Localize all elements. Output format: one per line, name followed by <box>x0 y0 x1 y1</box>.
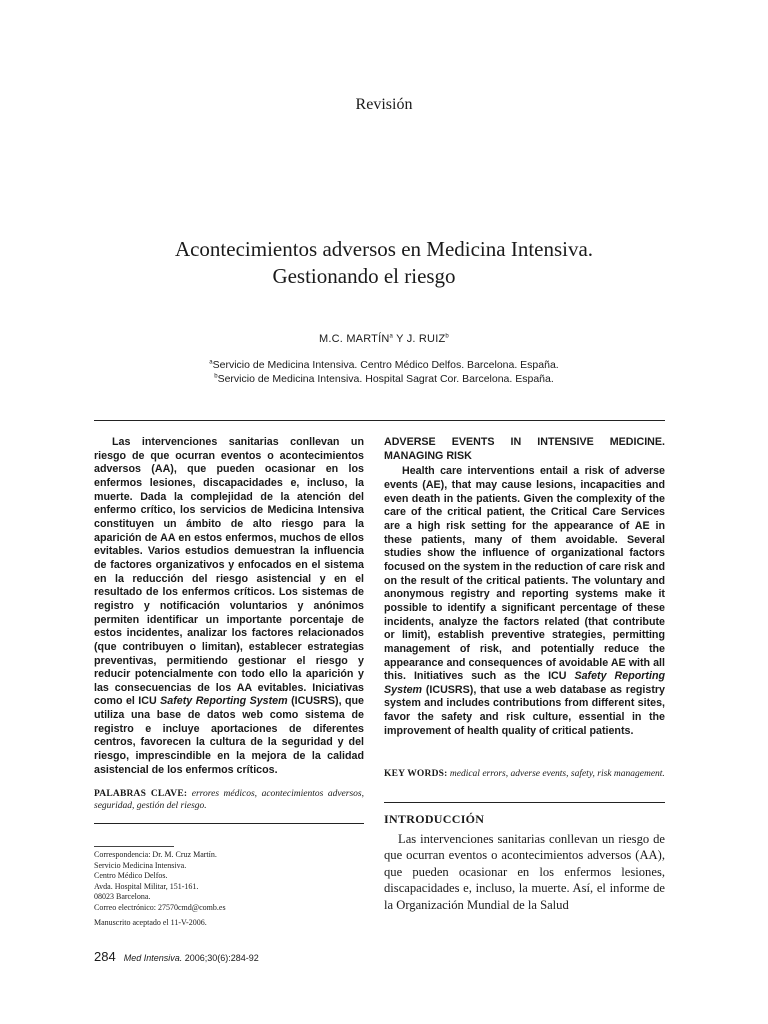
keywords-english <box>384 768 665 780</box>
journal-citation <box>124 953 259 963</box>
affiliation-a-text: Servicio de Medicina Intensiva. Centro Médico Delfos. Barcelona. España. <box>212 359 559 371</box>
keywords-en-list: medical errors, adverse events, safety, risk management. <box>447 769 665 779</box>
correspondence-email: Correo electrónico: 27570cmd@comb.es <box>94 902 226 912</box>
abstract-spanish-text <box>94 436 364 777</box>
correspondence-line: Avda. Hospital Militar, 151-161. <box>94 881 199 891</box>
affiliation-a <box>0 358 768 372</box>
author-2: J. RUIZ <box>406 333 446 345</box>
correspondence <box>94 850 364 913</box>
introduction-heading: INTRODUCCIÓN <box>384 812 485 826</box>
keywords-es-label: PALABRAS CLAVE: <box>94 789 188 799</box>
introduction-paragraph: Las intervenciones sanitarias conllevan un riesgo de que ocurran eventos o acontecimientos adversos (AA), que pueden ocasionar en los enfermos lesiones, discapacidades e, incluso, la muerte. Así, el informe de la Organización Mundial de la Salud <box>384 832 665 912</box>
divider-left <box>94 823 364 824</box>
correspondence-line: 08023 Barcelona. <box>94 892 151 901</box>
abstract-es-system-name: Safety Reporting System <box>160 695 288 708</box>
article-title <box>0 236 768 290</box>
divider-top <box>94 420 665 421</box>
introduction-body <box>384 831 665 913</box>
affiliations <box>0 358 768 386</box>
affiliation-a-sup: a <box>209 359 213 366</box>
author-1: M.C. MARTÍN <box>319 333 390 345</box>
abstract-es-part-2: (ICUSRS), que utiliza una base de datos web como sistema de registro e incluye aportaciones de diferentes centros, favorecen la cultura de la seguridad y del riesgo, imprescindible en la mejora de la calidad asistencial de los enfermos críticos. <box>94 695 364 776</box>
affiliation-b <box>0 372 768 386</box>
page-footer <box>94 949 259 964</box>
abstract-en-part-1: Health care interventions entail a risk of adverse events (AE), that may cause lesions, incapacities and even death in the patients. Given the complexity of the care of the critical patient, the Critical Care Services are a high risk setting for the appearance of AE in these patients, many of them avoidable. Several studies show the influence of organizational factors focused on the system in the reduction of care risk and on the result of the critical patients. The voluntary and anonymous registry and reporting systems make it possible to identify a significant percentage of these incidents, analyze the factors related (that contribute or limit), establish preventive strategies, permitting management of risk, and potentially reduce the appearance and consequences of avoidable AE with all this. Initiatives such as the ICU <box>384 465 665 683</box>
title-line-1: Acontecimientos adversos en Medicina Intensiva. <box>174 237 594 261</box>
divider-right <box>384 802 665 803</box>
abstract-english <box>384 436 665 738</box>
author-1-sup: a <box>389 333 394 340</box>
affiliation-b-text: Servicio de Medicina Intensiva. Hospital Sagrat Cor. Barcelona. España. <box>217 373 554 385</box>
abstract-en-system-name: Safety Reporting System <box>384 670 665 696</box>
abstract-english-heading: ADVERSE EVENTS IN INTENSIVE MEDICINE. MANAGING RISK <box>384 436 665 462</box>
keywords-es-list: errores médicos, acontecimientos adversos, seguridad, gestión del riesgo. <box>94 789 364 811</box>
footnote-divider <box>94 846 174 847</box>
authors <box>0 333 768 345</box>
correspondence-line: Servicio Medicina Intensiva. <box>94 860 187 870</box>
section-label: Revisión <box>355 96 413 113</box>
keywords-en-label: KEY WORDS: <box>384 769 448 779</box>
abstract-en-part-2: (ICUSRS), that use a web database as registry system and includes contributions from different sites, favor the safety and risk culture, essential in the improvement of health quality of critical patients. <box>384 683 665 737</box>
correspondence-line: Correspondencia: Dr. M. Cruz Martín. <box>94 850 217 859</box>
abstract-es-part-1: Las intervenciones sanitarias conllevan un riesgo de que ocurran eventos o acontecimientos adversos (AA), que pueden ocasionar en los enfermos lesiones, discapacidades e, incluso, la muerte. Dada la complejidad de la atención del enfermo crítico, los servicios de Medicina Intensiva constituyen un ámbito de alto riesgo para la aparición de AA en estos enfermos, muchos de ellos evitables. Varios estudios demuestran la influencia de factores organizativos y enfocados en el sistema en la reducción del riesgo asistencial y en el resultado de los enfermos críticos. Los sistemas de registro y notificación voluntarios y anónimos permiten identificar un importante porcentaje de estos incidentes, analizar los factores relacionados (que contribuyen o limitan), establecer estrategias preventivas, permitiendo gestionar el riesgo y reducir potencialmente con todo ello la aparición y las consecuencias de los AA evitables. Iniciativas como el ICU <box>94 436 364 708</box>
manuscript-accepted: Manuscrito aceptado el 11-V-2006. <box>94 918 207 927</box>
abstract-spanish <box>94 436 364 777</box>
correspondence-line: Centro Médico Delfos. <box>94 871 168 880</box>
page-number: 284 <box>94 949 116 964</box>
journal-issue: 2006;30(6):284-92 <box>182 953 259 963</box>
author-2-sup: b <box>445 333 449 340</box>
author-separator: Y <box>393 333 407 345</box>
journal-name: Med Intensiva. <box>123 953 183 963</box>
affiliation-b-sup: b <box>214 373 218 380</box>
abstract-english-text <box>384 465 665 738</box>
keywords-spanish <box>94 788 364 812</box>
title-line-2: Gestionando el riesgo <box>272 264 456 288</box>
